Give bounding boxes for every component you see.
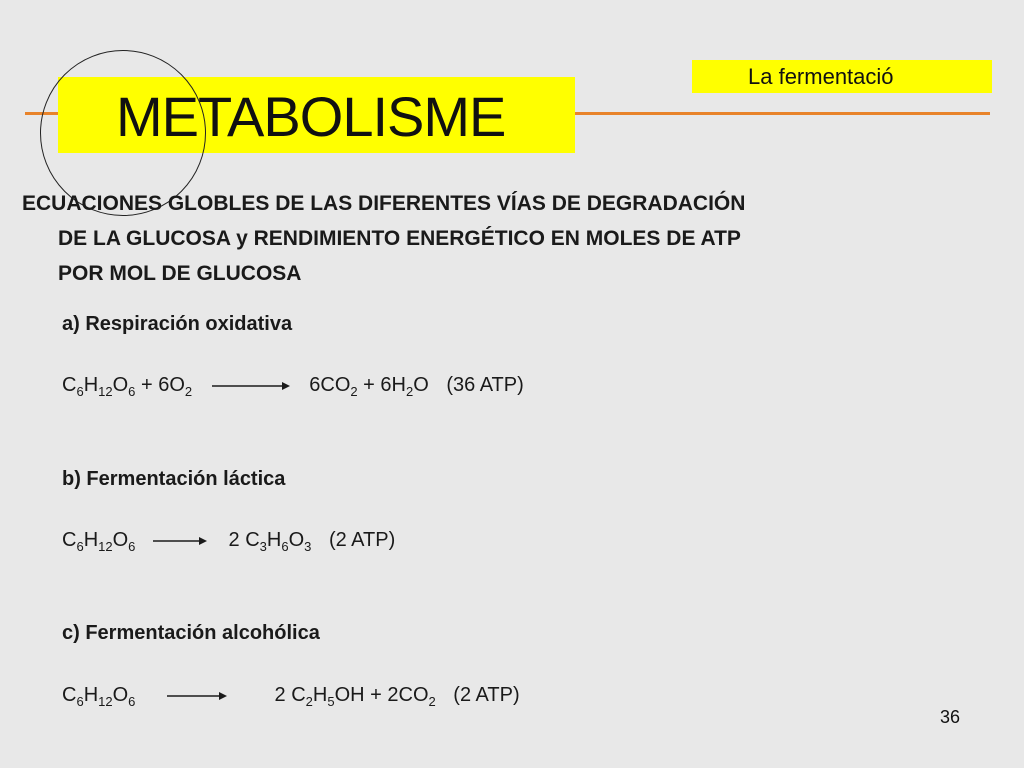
reaction-arrow-icon <box>153 535 209 547</box>
section-c-label: c) Fermentación alcohólica <box>62 622 320 644</box>
equation-a-atp: (36 ATP) <box>446 374 524 396</box>
heading-line-1: ECUACIONES GLOBLES DE LAS DIFERENTES VÍAS DE DEGRADACIÓN <box>22 192 746 215</box>
heading <box>22 186 962 291</box>
reaction-arrow-icon <box>167 690 229 702</box>
equation-b-atp: (2 ATP) <box>328 529 396 551</box>
equation-c-reactants: $C_6H_{12}O_6$ <box>62 684 136 709</box>
equation-b <box>62 529 395 552</box>
page-number: 36 <box>940 707 961 727</box>
equation-c <box>62 684 520 707</box>
heading-line-3: POR MOL DE GLUCOSA <box>58 262 302 285</box>
equation-c-atp: (2 ATP) <box>453 684 520 706</box>
equation-c-products: 2 $C_2H_5OH + 2CO_2$ <box>274 684 436 709</box>
equation-b-products: 2 $C_3H_6O_3$ <box>228 529 312 554</box>
reaction-arrow-icon <box>212 380 292 392</box>
slide-title: METABOLISME <box>116 85 506 148</box>
equation-b-reactants: $C_6H_{12}O_6$ <box>62 529 136 554</box>
equation-a-reactants: $C_6H_{12}O_6 + 6O_2$ <box>62 374 193 399</box>
section-a-label: a) Respiración oxidativa <box>62 313 293 335</box>
section-b-label: b) Fermentación láctica <box>62 468 286 490</box>
equation-a <box>62 374 524 397</box>
heading-line-2: DE LA GLUCOSA y RENDIMIENTO ENERGÉTICO EN MOLES DE ATP <box>58 227 741 250</box>
equation-a-products: $6CO_2 + 6H_2O$ <box>309 374 429 399</box>
section-label: La fermentació <box>748 64 894 89</box>
